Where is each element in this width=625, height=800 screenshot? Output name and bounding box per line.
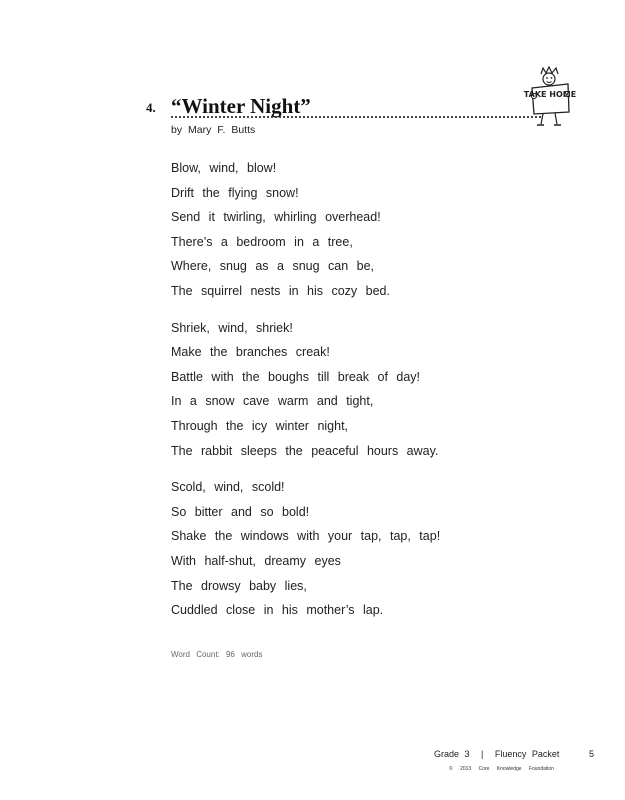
poem-line: Make the branches creak! <box>171 345 330 360</box>
poem-line: The squirrel nests in his cozy bed. <box>171 283 390 298</box>
title-dotted-rule <box>171 116 541 118</box>
poem-author: by Mary F. Butts <box>171 124 256 136</box>
stanza <box>171 156 440 304</box>
poem-number: 4. <box>146 100 156 115</box>
poem-line: Shake the windows with your tap, tap, tap! <box>171 529 441 544</box>
poem-line: Shriek, wind, shriek! <box>171 320 293 335</box>
poem-line: The rabbit sleeps the peaceful hours away. <box>171 443 439 458</box>
poem-title: “Winter Night” <box>171 94 311 118</box>
poem-line: So bitter and so bold! <box>171 504 310 519</box>
poem-header <box>146 94 541 120</box>
take-home-badge-icon <box>523 66 577 128</box>
footer-copyright: © 2013 Core Knowledge Foundation <box>449 766 554 772</box>
poem-line: Through the icy winter night, <box>171 418 349 433</box>
poem-line: In a snow cave warm and tight, <box>171 394 374 409</box>
poem-line: Cuddled close in his mother’s lap. <box>171 603 384 618</box>
word-count: Word Count: 96 words <box>171 650 263 659</box>
poem-line: Where, snug as a snug can be, <box>171 259 375 274</box>
poem-line: Scold, wind, scold! <box>171 480 285 495</box>
page-number: 5 <box>588 749 594 759</box>
poem-line: With half-shut, dreamy eyes <box>171 553 341 568</box>
poem-line: Blow, wind, blow! <box>171 161 277 175</box>
footer-separator: | <box>481 749 484 759</box>
poem-body <box>171 156 440 635</box>
poem-line: Drift the flying snow! <box>171 185 299 200</box>
poem-line: There’s a bedroom in a tree, <box>171 234 353 249</box>
poem-line: Send it twirling, whirling overhead! <box>171 210 381 225</box>
footer-grade: Grade 3 <box>434 749 470 759</box>
take-home-illustration <box>523 66 577 128</box>
poem-line: The drowsy baby lies, <box>171 578 307 593</box>
page-footer <box>434 749 594 759</box>
svg-text:TAKE HOME: TAKE HOME <box>523 90 577 99</box>
stanza <box>171 475 440 623</box>
stanza <box>171 316 440 464</box>
poem-line: Battle with the boughs till break of day! <box>171 369 421 384</box>
footer-packet: Fluency Packet <box>494 749 560 759</box>
